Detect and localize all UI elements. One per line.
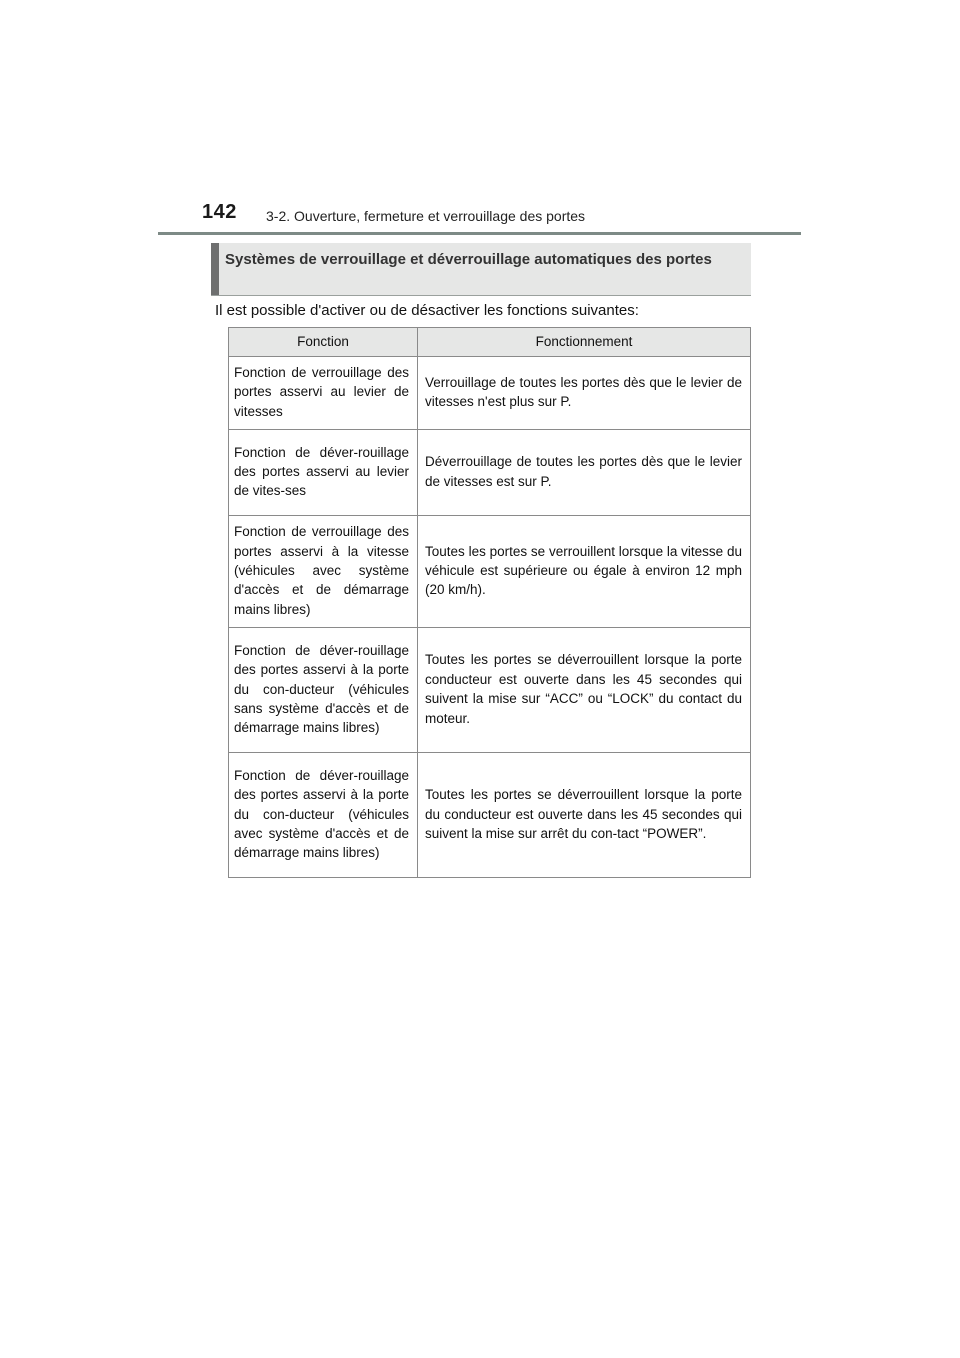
cell-fonction: Fonction de déver-rouillage des portes asservi à la porte du con-ducteur (véhicules sans système d'accès et de démarrage mains libres)	[229, 628, 418, 753]
table-row	[229, 753, 751, 878]
table-row	[229, 516, 751, 628]
table-row	[229, 430, 751, 516]
section-heading	[211, 243, 751, 296]
cell-fonction: Fonction de verrouillage des portes asservi à la vitesse (véhicules avec système d'accès et de démarrage mains libres)	[229, 516, 418, 628]
cell-fonctionnement: Toutes les portes se déverrouillent lorsque la porte conducteur est ouverte dans les 45 secondes qui suivent la mise sur “ACC” ou “LOCK” du contact du moteur.	[418, 628, 751, 753]
table-header-row	[229, 328, 751, 357]
functions-table	[228, 327, 751, 878]
cell-fonctionnement: Toutes les portes se verrouillent lorsque la vitesse du véhicule est supérieure ou égale à environ 12 mph (20 km/h).	[418, 516, 751, 628]
column-header-fonction: Fonction	[229, 328, 418, 357]
chapter-title: 3-2. Ouverture, fermeture et verrouillage des portes	[266, 208, 586, 224]
cell-fonction: Fonction de verrouillage des portes asservi au levier de vitesses	[229, 357, 418, 430]
header-divider	[158, 232, 801, 235]
cell-fonction: Fonction de déver-rouillage des portes asservi à la porte du con-ducteur (véhicules avec système d'accès et de démarrage mains libres)	[229, 753, 418, 878]
cell-fonctionnement: Toutes les portes se déverrouillent lorsque la porte du conducteur est ouverte dans les 45 secondes qui suivent la mise sur arrêt du con-tact “POWER”.	[418, 753, 751, 878]
intro-text: Il est possible d'activer ou de désactiver les fonctions suivantes:	[215, 302, 639, 319]
cell-fonctionnement: Verrouillage de toutes les portes dès que le levier de vitesses n'est plus sur P.	[418, 357, 751, 430]
section-accent-bar	[211, 243, 219, 295]
column-header-fonctionnement: Fonctionnement	[418, 328, 751, 357]
page-number: 142	[202, 201, 237, 223]
cell-fonction: Fonction de déver-rouillage des portes asservi au levier de vites-ses	[229, 430, 418, 516]
table-row	[229, 357, 751, 430]
section-title: Systèmes de verrouillage et déverrouillage automatiques des portes	[225, 251, 712, 268]
table-row	[229, 628, 751, 753]
cell-fonctionnement: Déverrouillage de toutes les portes dès que le levier de vitesses est sur P.	[418, 430, 751, 516]
